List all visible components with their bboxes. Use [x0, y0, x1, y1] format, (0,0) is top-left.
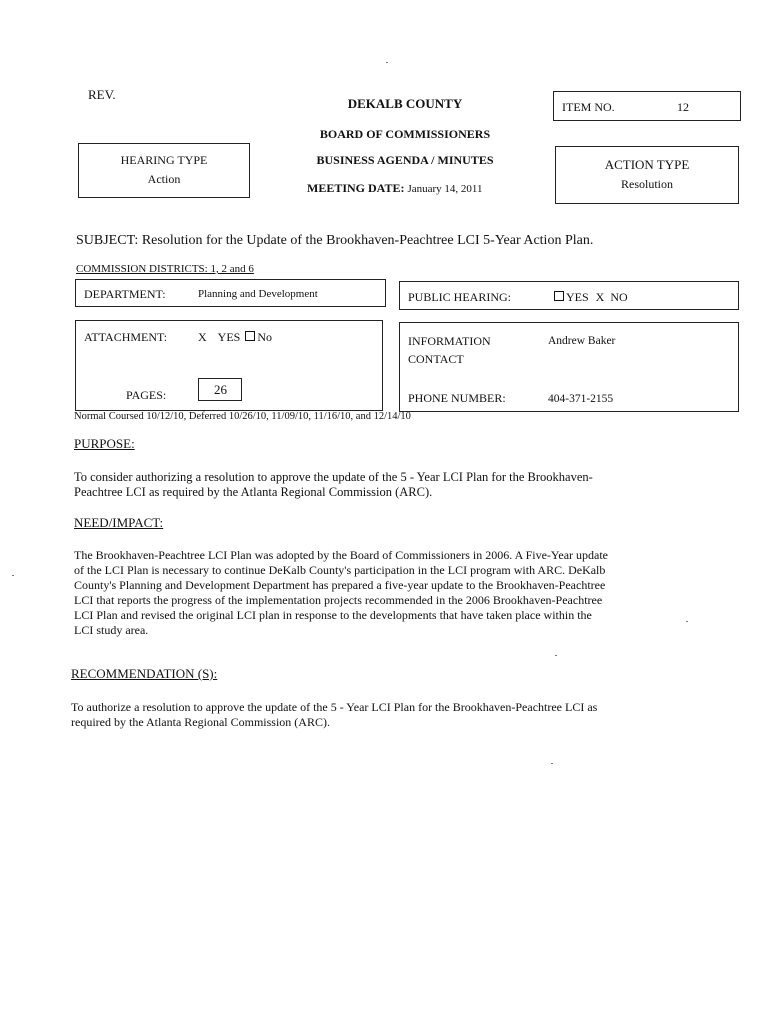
pages-label: PAGES: [126, 388, 167, 402]
phone-value: 404-371-2155 [548, 393, 614, 405]
attachment-yes-label: YES [217, 330, 241, 344]
department-value: Planning and Development [198, 288, 318, 300]
meeting-date [307, 181, 483, 196]
scan-speck [686, 621, 688, 622]
recommendation-line-2: required by the Atlanta Regional Commission (ARC). [71, 715, 330, 729]
purpose-line-1: To consider authorizing a resolution to approve the update of the 5 - Year LCI Plan for the Brookhaven- [74, 470, 593, 484]
public-hearing-label: PUBLIC HEARING: [408, 290, 512, 304]
need-impact-heading: NEED/IMPACT: [74, 515, 164, 530]
need-impact-line-4: LCI that reports the progress of the implementation projects recommended in the 2006 Brookhaven-Peachtree [74, 593, 603, 607]
scan-speck [555, 655, 557, 656]
item-no-value: 12 [677, 100, 689, 114]
purpose-text [74, 470, 668, 500]
public-hearing-no-label: NO [610, 290, 628, 304]
information-contact-box [399, 322, 739, 412]
attachment-no-label: No [257, 330, 273, 344]
department-box [75, 279, 386, 307]
purpose-line-2: Peachtree LCI as required by the Atlanta Regional Commission (ARC). [74, 485, 433, 499]
recommendation-heading: RECOMMENDATION (S): [71, 666, 218, 681]
action-type-value: Resolution [620, 177, 673, 191]
hearing-type-label: HEARING TYPE [120, 153, 208, 167]
recommendation-text [71, 700, 669, 730]
need-impact-line-3: County's Planning and Development Department has prepared a five-year update to the Brookhaven-Peachtree [74, 578, 606, 592]
public-hearing-box [399, 281, 739, 310]
need-impact-line-5: LCI Plan and revised the original LCI plan in response to the developments that have taken place within the [74, 608, 592, 622]
attachment-options [198, 330, 272, 345]
meeting-date-label: MEETING DATE: [307, 181, 405, 195]
subject-line: SUBJECT: Resolution for the Update of the Brookhaven-Peachtree LCI 5-Year Action Plan. [76, 233, 594, 248]
county-title: DEKALB COUNTY [347, 96, 463, 111]
action-type-label: ACTION TYPE [604, 157, 690, 172]
need-impact-line-6: LCI study area. [74, 623, 149, 637]
purpose-heading: PURPOSE: [74, 436, 135, 451]
hearing-type-box [78, 143, 250, 198]
commission-districts: COMMISSION DISTRICTS: 1, 2 and 6 [76, 263, 254, 275]
attachment-no-checkbox [245, 331, 255, 341]
need-impact-text [74, 548, 668, 638]
information-contact-value: Andrew Baker [548, 335, 616, 347]
information-label-line2: CONTACT [408, 352, 464, 366]
need-impact-line-1: The Brookhaven-Peachtree LCI Plan was adopted by the Board of Commissioners in 2006. A Five-Year update [74, 548, 609, 562]
hearing-type-value: Action [147, 172, 181, 186]
action-type-box [555, 146, 739, 204]
scan-speck [551, 763, 553, 764]
item-no-label: ITEM NO. [562, 100, 615, 114]
agenda-title: BUSINESS AGENDA / MINUTES [316, 153, 494, 167]
recommendation-line-1: To authorize a resolution to approve the update of the 5 - Year LCI Plan for the Brookhaven-Peachtree LCI as [71, 700, 598, 714]
attachment-box [75, 320, 383, 411]
public-hearing-x-mark: X [595, 290, 605, 304]
department-label: DEPARTMENT: [84, 287, 166, 301]
scan-speck [12, 575, 14, 576]
public-hearing-yes-checkbox [554, 291, 564, 301]
phone-label: PHONE NUMBER: [408, 391, 506, 405]
public-hearing-options [552, 290, 628, 305]
rev-label: REV. [88, 87, 116, 102]
need-impact-line-2: of the LCI Plan is necessary to continue DeKalb County's participation in the LCI program with ARC. DeKalb [74, 563, 606, 577]
public-hearing-yes-label: YES [566, 290, 589, 304]
coursed-note: Normal Coursed 10/12/10, Deferred 10/26/10, 11/09/10, 11/16/10, and 12/14/10 [74, 411, 411, 422]
pages-value: 26 [214, 382, 227, 397]
scan-speck [386, 62, 388, 63]
pages-box [198, 378, 242, 401]
attachment-label: ATTACHMENT: [84, 330, 168, 344]
information-label-line1: INFORMATION [408, 334, 491, 348]
attachment-x-mark: X [198, 330, 207, 344]
item-no-box [553, 91, 741, 121]
board-title: BOARD OF COMMISSIONERS [319, 127, 491, 141]
meeting-date-value: January 14, 2011 [407, 183, 483, 195]
